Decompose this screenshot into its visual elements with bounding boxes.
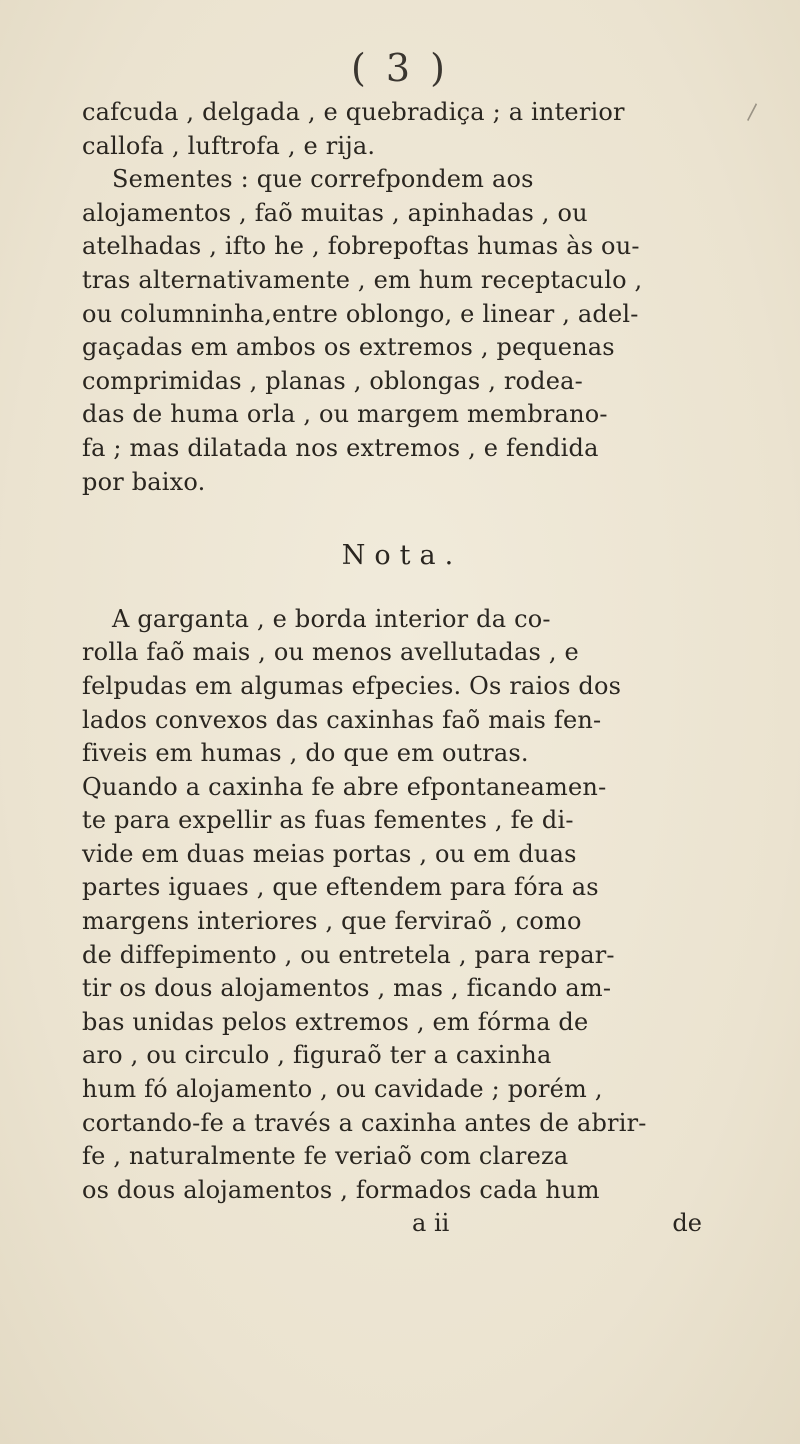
paragraph-main [82,96,722,499]
text-line: de diffepimento , ou entretela , para repar- [82,940,615,969]
text-line: cafcuda , delgada , e quebradiça ; a interior [82,98,625,126]
text-line: comprimidas , planas , oblongas , rodea- [82,366,583,395]
text-line: aro , ou circulo , figuraõ ter a caxinha [82,1041,552,1070]
text-line: te para expellir as fuas fementes , fe di- [82,806,574,835]
text-line: Sementes : que correfpondem aos [112,165,534,194]
margin-tick-mark: \ [740,101,764,124]
page-number: ( 3 ) [351,46,449,90]
text-line: bas unidas pelos extremos , em fórma de [82,1007,589,1036]
text-line: os dous alojamentos , formados cada hum [82,1175,600,1204]
text-block [82,96,722,1241]
paragraph-note [82,603,722,1208]
text-line: A garganta , e borda interior da co- [112,604,551,633]
text-line: tras alternativamente , em hum receptaculo , [82,265,643,294]
text-line: lados convexos das caxinhas faõ mais fen- [82,705,602,734]
text-line: ou columninha,entre oblongo, e linear , adel- [82,299,639,328]
section-heading: Nota. [341,540,463,572]
text-line: fa ; mas dilatada nos extremos , e fendida [82,433,599,462]
text-line: vide em duas meias portas , ou em duas [82,839,577,868]
text-line: fe , naturalmente fe veriaõ com clareza [82,1142,569,1171]
text-line: alojamentos , faõ muitas , apinhadas , ou [82,198,588,227]
text-line: partes iguaes , que eftendem para fóra as [82,873,599,902]
text-line: gaçadas em ambos os extremos , pequenas [82,333,615,362]
signature-line [82,1207,722,1241]
text-line: hum fó alojamento , ou cavidade ; porém , [82,1075,603,1104]
signature-mark: a ii [412,1209,450,1238]
text-line: tir os dous alojamentos , mas , ficando am- [82,974,612,1003]
text-line: Quando a caxinha fe abre efpontaneamen- [82,772,607,801]
text-line: cortando-fe a través a caxinha antes de abrir- [82,1108,647,1137]
text-line: margens interiores , que ferviraõ , como [82,907,582,936]
text-line: rolla faõ mais , ou menos avellutadas , e [82,638,579,667]
text-line: atelhadas , ifto he , fobrepoftas humas às ou- [82,232,640,261]
text-line: das de huma orla , ou margem membrano- [82,400,608,429]
text-line: fiveis em humas , do que em outras. [82,739,529,768]
text-line: felpudas em algumas efpecies. Os raios dos [82,671,622,700]
catchword: de [672,1209,702,1238]
text-line: por baixo. [82,467,206,496]
text-line: callofa , luftrofa , e rija. [82,131,376,160]
